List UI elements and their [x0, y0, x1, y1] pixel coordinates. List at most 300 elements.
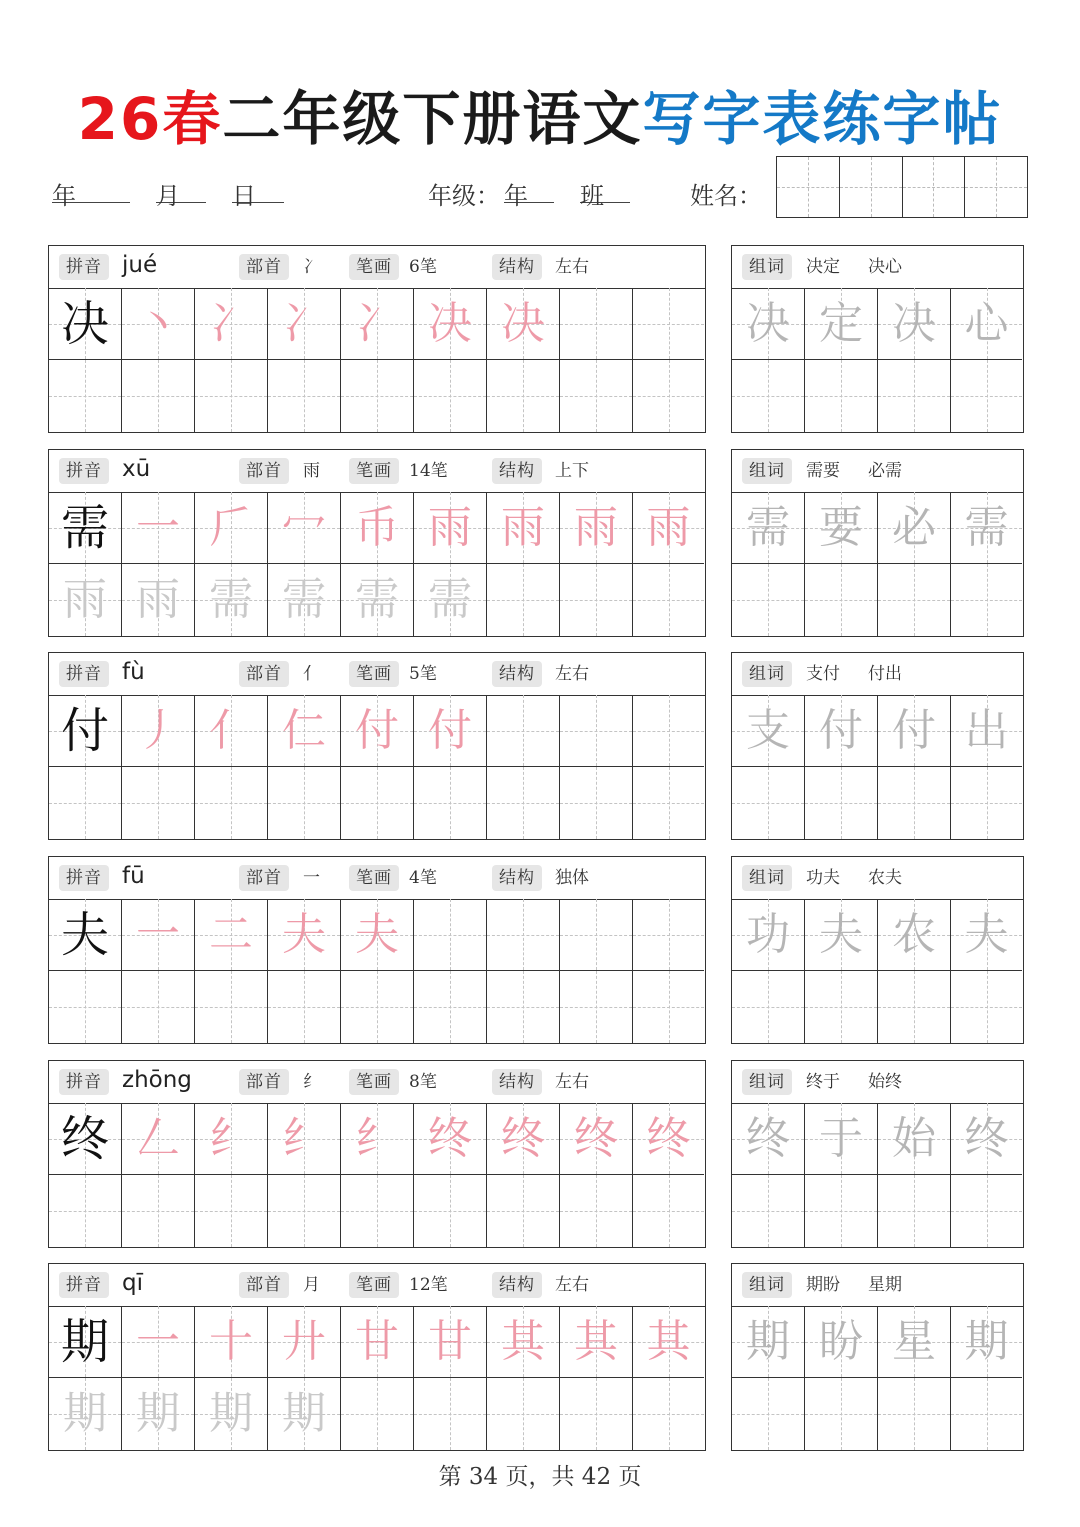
grid-cell[interactable]	[268, 899, 341, 971]
word-grid-cell[interactable]	[951, 1175, 1022, 1247]
grid-cell[interactable]	[487, 1378, 560, 1450]
grid-cell[interactable]	[122, 971, 195, 1043]
trace-character: 夫	[964, 909, 1009, 960]
stroke-order-step: 雨	[501, 502, 545, 553]
stroke-order-step: 决	[428, 298, 472, 349]
word-grid-cell[interactable]	[878, 1306, 951, 1378]
grid-cell[interactable]	[560, 1378, 633, 1450]
grid-cell[interactable]	[560, 1306, 633, 1378]
word-grid-cell[interactable]	[951, 288, 1022, 360]
grid-cell[interactable]	[195, 695, 268, 767]
grid-cell[interactable]	[487, 1306, 560, 1378]
grid-cell[interactable]	[487, 767, 560, 839]
word-grid-cell[interactable]	[805, 288, 878, 360]
char-block	[48, 245, 1024, 433]
strokes-tag: 笔画	[349, 661, 399, 687]
grid-cell[interactable]	[633, 899, 704, 971]
grid-cell[interactable]	[487, 1103, 560, 1175]
grid-cell[interactable]	[195, 1103, 268, 1175]
word-grid-cell[interactable]	[951, 492, 1022, 564]
grid-cell[interactable]	[341, 1103, 414, 1175]
grid-cell[interactable]	[560, 1175, 633, 1247]
name-grid[interactable]	[776, 156, 1028, 218]
structure-tag: 结构	[492, 1069, 542, 1095]
stroke-order-step: 雨	[136, 574, 180, 625]
grid-cell[interactable]	[268, 971, 341, 1043]
grid-cell[interactable]	[487, 1175, 560, 1247]
word-grid-cell[interactable]	[805, 899, 878, 971]
grid-cell[interactable]	[49, 492, 122, 564]
grid-cell[interactable]	[195, 564, 268, 636]
word-grid-cell[interactable]	[732, 288, 805, 360]
grid-cell[interactable]	[633, 1103, 704, 1175]
word-grid-cell[interactable]	[805, 695, 878, 767]
grid-cell[interactable]	[195, 899, 268, 971]
word-grid	[732, 1103, 1023, 1247]
word-grid-cell[interactable]	[805, 1103, 878, 1175]
word-2: 星期	[868, 1275, 902, 1295]
grid-cell[interactable]	[122, 1175, 195, 1247]
grid-cell[interactable]	[633, 1175, 704, 1247]
word-grid-cell[interactable]	[951, 564, 1022, 636]
word-2: 付出	[868, 664, 902, 684]
grid-cell[interactable]	[414, 1175, 487, 1247]
grid-cell[interactable]	[341, 899, 414, 971]
grid-cell[interactable]	[414, 360, 487, 432]
word-grid-cell[interactable]	[732, 564, 805, 636]
grid-cell[interactable]	[341, 1306, 414, 1378]
radical-value: 月	[303, 1275, 320, 1295]
title-part-blue: 写字表练字帖	[642, 85, 1003, 153]
grid-cell[interactable]	[414, 695, 487, 767]
word-grid-cell[interactable]	[732, 971, 805, 1043]
strokes-tag: 笔画	[349, 1272, 399, 1298]
word-grid-cell[interactable]	[951, 1378, 1022, 1450]
grid-cell[interactable]	[49, 695, 122, 767]
radical-value: 一	[303, 868, 320, 888]
grid-cell[interactable]	[560, 492, 633, 564]
word-practice-panel	[731, 1263, 1024, 1451]
word-grid-cell[interactable]	[951, 971, 1022, 1043]
stroke-order-step: 仁	[282, 705, 326, 756]
strokes-tag: 笔画	[349, 865, 399, 891]
grid-cell[interactable]	[341, 288, 414, 360]
trace-character: 终	[964, 1113, 1009, 1164]
grid-cell[interactable]	[341, 695, 414, 767]
grid-cell[interactable]	[560, 695, 633, 767]
grid-cell[interactable]	[633, 1306, 704, 1378]
stroke-order-step: 纟	[209, 1113, 253, 1164]
word-grid-cell[interactable]	[732, 360, 805, 432]
grid-cell[interactable]	[487, 899, 560, 971]
grid-cell[interactable]	[560, 767, 633, 839]
grid-cell[interactable]	[122, 695, 195, 767]
grid-cell[interactable]	[414, 971, 487, 1043]
char-info-header	[49, 246, 705, 289]
grid-cell[interactable]	[122, 767, 195, 839]
words-header	[732, 1264, 1023, 1307]
tian-grid	[49, 288, 705, 432]
grid-cell[interactable]	[268, 288, 341, 360]
word-grid-cell[interactable]	[732, 492, 805, 564]
grid-cell[interactable]	[122, 288, 195, 360]
word-grid-cell[interactable]	[805, 767, 878, 839]
char-practice-panel	[48, 856, 706, 1044]
word-practice-panel	[731, 856, 1024, 1044]
word-grid-cell[interactable]	[951, 360, 1022, 432]
grid-cell[interactable]	[414, 492, 487, 564]
grid-cell[interactable]	[414, 1378, 487, 1450]
word-2: 始终	[868, 1072, 902, 1092]
grid-cell[interactable]	[122, 360, 195, 432]
char-practice-panel	[48, 245, 706, 433]
grid-cell[interactable]	[195, 1306, 268, 1378]
stroke-order-step: 期	[63, 1388, 107, 1439]
grid-cell[interactable]	[268, 1306, 341, 1378]
word-grid-cell[interactable]	[878, 1175, 951, 1247]
words-tag: 组词	[742, 254, 792, 280]
word-practice-panel	[731, 449, 1024, 637]
grid-cell[interactable]	[560, 899, 633, 971]
grid-cell[interactable]	[268, 767, 341, 839]
grid-cell[interactable]	[268, 1175, 341, 1247]
grid-cell[interactable]	[122, 1378, 195, 1450]
word-grid-cell[interactable]	[732, 1306, 805, 1378]
word-grid-cell[interactable]	[878, 767, 951, 839]
words-header	[732, 653, 1023, 696]
grid-cell[interactable]	[633, 360, 704, 432]
radical-tag: 部首	[239, 1272, 289, 1298]
grid-cell[interactable]	[341, 492, 414, 564]
grid-cell[interactable]	[560, 360, 633, 432]
tian-grid	[49, 492, 705, 636]
trace-character: 星	[892, 1316, 936, 1367]
grid-cell[interactable]	[195, 288, 268, 360]
word-grid-cell[interactable]	[732, 899, 805, 971]
strokes-tag: 笔画	[349, 458, 399, 484]
strokes-tag: 笔画	[349, 1069, 399, 1095]
grid-cell[interactable]	[633, 492, 704, 564]
stroke-order-step: 甘	[428, 1316, 472, 1367]
word-1: 决定	[806, 257, 840, 277]
stroke-order-step: 雨	[63, 574, 107, 625]
char-practice-panel	[48, 449, 706, 637]
grid-cell[interactable]	[49, 971, 122, 1043]
grid-cell[interactable]	[633, 288, 704, 360]
grid-cell[interactable]	[487, 971, 560, 1043]
pinyin-tag: 拼音	[59, 1069, 109, 1095]
word-2: 决心	[868, 257, 902, 277]
trace-character: 定	[819, 298, 863, 349]
grid-cell[interactable]	[487, 360, 560, 432]
trace-character: 要	[819, 502, 863, 553]
stroke-order-step: 期	[282, 1388, 326, 1439]
word-grid-cell[interactable]	[951, 899, 1022, 971]
trace-character: 付	[819, 705, 863, 756]
word-grid-cell[interactable]	[805, 1306, 878, 1378]
grid-cell[interactable]	[341, 564, 414, 636]
grid-cell[interactable]	[268, 492, 341, 564]
word-grid-cell[interactable]	[951, 1103, 1022, 1175]
grid-cell[interactable]	[122, 1103, 195, 1175]
words-header	[732, 246, 1023, 289]
grid-cell[interactable]	[195, 767, 268, 839]
structure-value: 左右	[555, 257, 589, 277]
structure-value: 独体	[555, 868, 589, 888]
structure-tag: 结构	[492, 458, 542, 484]
word-grid-cell[interactable]	[878, 564, 951, 636]
word-1: 支付	[806, 664, 840, 684]
grid-cell[interactable]	[49, 360, 122, 432]
pinyin-value: jué	[122, 252, 158, 278]
stroke-order-step: 一	[136, 502, 180, 553]
stroke-order-step: 需	[282, 574, 326, 625]
stroke-order-step: 夫	[282, 909, 326, 960]
grid-cell[interactable]	[560, 288, 633, 360]
stroke-order-step: 需	[428, 574, 472, 625]
grid-cell[interactable]	[122, 1306, 195, 1378]
word-grid	[732, 1306, 1023, 1450]
trace-character: 需	[964, 502, 1009, 553]
radical-tag: 部首	[239, 458, 289, 484]
grid-cell[interactable]	[122, 492, 195, 564]
words-tag: 组词	[742, 458, 792, 484]
grid-cell[interactable]	[633, 1378, 704, 1450]
word-1: 功夫	[806, 868, 840, 888]
word-grid-cell[interactable]	[805, 1378, 878, 1450]
radical-tag: 部首	[239, 1069, 289, 1095]
word-grid-cell[interactable]	[878, 492, 951, 564]
word-grid-cell[interactable]	[805, 971, 878, 1043]
word-grid-cell[interactable]	[878, 1378, 951, 1450]
stroke-order-step: 需	[209, 574, 253, 625]
stroke-order-step: 决	[501, 298, 545, 349]
grade-year-label: 年	[504, 182, 528, 210]
model-character: 决	[60, 296, 109, 352]
grid-cell[interactable]	[195, 1378, 268, 1450]
word-practice-panel	[731, 652, 1024, 840]
word-grid-cell[interactable]	[951, 1306, 1022, 1378]
stroke-order-step: 𠂆	[209, 502, 253, 553]
model-character: 夫	[60, 907, 109, 963]
char-block	[48, 1060, 1024, 1248]
word-grid-cell[interactable]	[732, 767, 805, 839]
stroke-order-step: 终	[428, 1113, 472, 1164]
stroke-order-step: 币	[355, 502, 399, 553]
strokes-value: 8笔	[409, 1072, 437, 1092]
grid-cell[interactable]	[49, 899, 122, 971]
grid-cell[interactable]	[414, 899, 487, 971]
structure-value: 左右	[555, 664, 589, 684]
grid-cell[interactable]	[268, 564, 341, 636]
grid-cell[interactable]	[195, 971, 268, 1043]
strokes-value: 4笔	[409, 868, 437, 888]
grid-cell[interactable]	[49, 1378, 122, 1450]
name-cell[interactable]	[777, 157, 840, 217]
grid-cell[interactable]	[414, 1306, 487, 1378]
grid-cell[interactable]	[49, 1175, 122, 1247]
stroke-order-step: 冫	[209, 298, 253, 349]
grid-cell[interactable]	[633, 971, 704, 1043]
word-grid-cell[interactable]	[951, 767, 1022, 839]
word-grid	[732, 288, 1023, 432]
word-grid	[732, 899, 1023, 1043]
stroke-order-step: 雨	[646, 502, 691, 553]
word-grid-cell[interactable]	[878, 288, 951, 360]
word-grid-cell[interactable]	[878, 360, 951, 432]
grid-cell[interactable]	[414, 1103, 487, 1175]
grid-cell[interactable]	[268, 695, 341, 767]
grid-cell[interactable]	[341, 971, 414, 1043]
grid-cell[interactable]	[49, 767, 122, 839]
char-info-header	[49, 653, 705, 696]
grid-cell[interactable]	[560, 971, 633, 1043]
radical-tag: 部首	[239, 865, 289, 891]
grid-cell[interactable]	[487, 288, 560, 360]
trace-character: 期	[964, 1316, 1009, 1367]
pinyin-tag: 拼音	[59, 458, 109, 484]
words-tag: 组词	[742, 661, 792, 687]
word-1: 终于	[806, 1072, 840, 1092]
stroke-order-step: 终	[646, 1113, 691, 1164]
char-info-header	[49, 450, 705, 493]
structure-value: 上下	[555, 461, 589, 481]
word-grid-cell[interactable]	[732, 1378, 805, 1450]
grid-cell[interactable]	[49, 1103, 122, 1175]
grid-cell[interactable]	[341, 1378, 414, 1450]
word-grid-cell[interactable]	[951, 695, 1022, 767]
stroke-order-step: 雨	[574, 502, 618, 553]
grade-label: 年级：	[428, 182, 500, 210]
word-grid-cell[interactable]	[805, 564, 878, 636]
word-grid-cell[interactable]	[732, 1175, 805, 1247]
grid-cell[interactable]	[341, 360, 414, 432]
stroke-order-step: 冫	[282, 298, 326, 349]
word-grid	[732, 492, 1023, 636]
trace-character: 需	[746, 502, 790, 553]
stroke-order-step: 终	[574, 1113, 618, 1164]
trace-character: 决	[892, 298, 936, 349]
pinyin-value: zhōng	[122, 1067, 192, 1093]
grid-cell[interactable]	[560, 1103, 633, 1175]
pinyin-tag: 拼音	[59, 1272, 109, 1298]
word-grid-cell[interactable]	[878, 971, 951, 1043]
trace-character: 出	[964, 705, 1009, 756]
month-label: 月	[156, 182, 180, 210]
grid-cell[interactable]	[414, 288, 487, 360]
pinyin-value: qī	[122, 1270, 143, 1296]
name-cell[interactable]	[965, 157, 1027, 217]
char-info-header	[49, 1264, 705, 1307]
trace-character: 夫	[819, 909, 863, 960]
grid-cell[interactable]	[122, 899, 195, 971]
words-header	[732, 450, 1023, 493]
model-character: 终	[60, 1111, 109, 1167]
name-cell[interactable]	[903, 157, 966, 217]
radical-value: 亻	[303, 664, 320, 684]
word-grid-cell[interactable]	[878, 1103, 951, 1175]
stroke-order-step: 付	[428, 705, 472, 756]
grid-cell[interactable]	[633, 564, 704, 636]
trace-character: 盼	[819, 1316, 863, 1367]
trace-character: 终	[746, 1113, 790, 1164]
word-grid-cell[interactable]	[805, 1175, 878, 1247]
name-cell[interactable]	[840, 157, 903, 217]
word-grid-cell[interactable]	[805, 360, 878, 432]
stroke-order-step: 一	[136, 909, 180, 960]
grid-cell[interactable]	[49, 564, 122, 636]
grid-cell[interactable]	[633, 695, 704, 767]
structure-tag: 结构	[492, 865, 542, 891]
word-grid-cell[interactable]	[878, 899, 951, 971]
word-grid-cell[interactable]	[732, 1103, 805, 1175]
strokes-value: 5笔	[409, 664, 437, 684]
word-grid-cell[interactable]	[732, 695, 805, 767]
grid-cell[interactable]	[195, 1175, 268, 1247]
grid-cell[interactable]	[195, 360, 268, 432]
stroke-order-step: 甘	[355, 1316, 399, 1367]
tian-grid	[49, 899, 705, 1043]
grid-cell[interactable]	[268, 1103, 341, 1175]
trace-character: 于	[819, 1113, 863, 1164]
grid-cell[interactable]	[414, 767, 487, 839]
tian-grid	[49, 1306, 705, 1450]
pinyin-tag: 拼音	[59, 254, 109, 280]
char-block	[48, 1263, 1024, 1451]
class-label: 班	[580, 182, 604, 210]
stroke-order-step: 雨	[428, 502, 472, 553]
grid-cell[interactable]	[487, 492, 560, 564]
pinyin-value: xū	[122, 456, 151, 482]
word-grid-cell[interactable]	[805, 492, 878, 564]
grid-cell[interactable]	[268, 360, 341, 432]
grid-cell[interactable]	[487, 695, 560, 767]
grid-cell[interactable]	[122, 564, 195, 636]
stroke-order-step: 廾	[282, 1316, 326, 1367]
radical-value: 纟	[303, 1072, 320, 1092]
stroke-order-step: 纟	[355, 1113, 399, 1164]
stroke-order-step: 付	[355, 705, 399, 756]
year-label: 年	[52, 182, 76, 210]
grid-cell[interactable]	[49, 1306, 122, 1378]
trace-character: 心	[964, 298, 1009, 349]
model-character: 期	[60, 1314, 109, 1370]
grid-cell[interactable]	[560, 564, 633, 636]
name-label: 姓名：	[690, 182, 762, 210]
grid-cell[interactable]	[341, 767, 414, 839]
grid-cell[interactable]	[633, 767, 704, 839]
grid-cell[interactable]	[49, 288, 122, 360]
stroke-order-step: 丿	[136, 705, 180, 756]
stroke-order-step: 丶	[136, 298, 180, 349]
word-1: 需要	[806, 461, 840, 481]
grid-cell[interactable]	[341, 1175, 414, 1247]
words-header	[732, 1061, 1023, 1104]
char-practice-panel	[48, 1263, 706, 1451]
grid-cell[interactable]	[268, 1378, 341, 1450]
model-character: 付	[60, 703, 109, 759]
word-grid-cell[interactable]	[878, 695, 951, 767]
grid-cell[interactable]	[195, 492, 268, 564]
stroke-order-step: 需	[355, 574, 399, 625]
char-info-header	[49, 857, 705, 900]
grid-cell[interactable]	[414, 564, 487, 636]
grid-cell[interactable]	[487, 564, 560, 636]
stroke-order-step: 其	[574, 1316, 618, 1367]
stroke-order-step: 二	[209, 909, 253, 960]
trace-character: 付	[892, 705, 936, 756]
pinyin-value: fū	[122, 863, 145, 889]
